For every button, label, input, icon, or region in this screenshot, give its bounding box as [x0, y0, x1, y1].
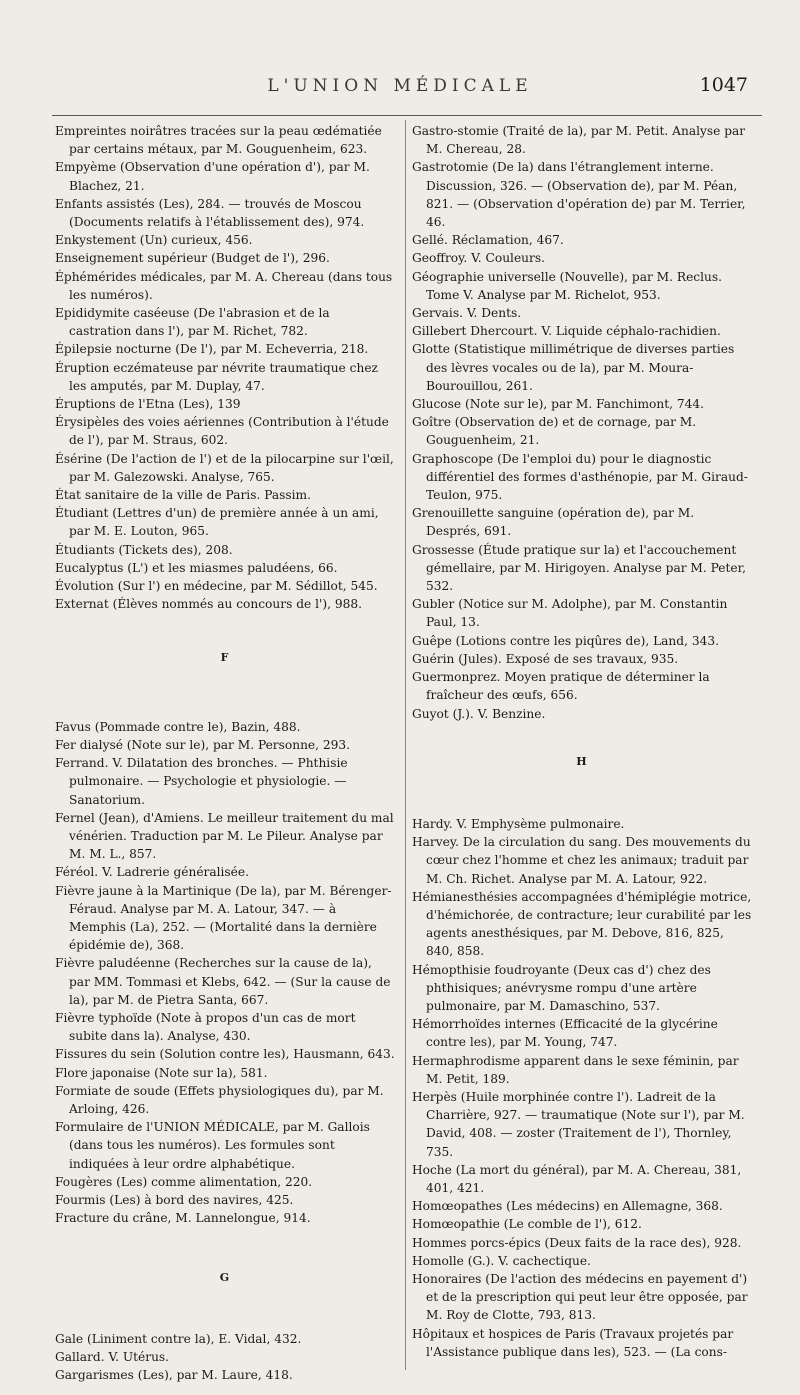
- index-entry: Enseignement supérieur (Budget de l'), 296.: [55, 251, 330, 266]
- index-entry: Guêpe (Lotions contre les piqûres de), Land, 343.: [412, 633, 719, 648]
- index-entry: Fourmis (Les) à bord des navires, 425.: [55, 1192, 294, 1207]
- running-title: L'UNION MÉDICALE: [267, 76, 533, 96]
- index-entry: Gastro-stomie (Traité de la), par M. Petit. Analyse par M. Chereau, 28.: [412, 124, 746, 157]
- index-entry: Gale (Liniment contre la), E. Vidal, 432.: [55, 1331, 302, 1346]
- index-entry: Ferrand. V. Dilatation des bronches. — Phthisie pulmonaire. — Psychologie et physiologie. — Sanatorium.: [55, 756, 348, 807]
- index-entry: Fougères (Les) comme alimentation, 220.: [55, 1174, 313, 1189]
- index-entry: Herpès (Huile morphinée contre l'). Ladreit de la Charrière, 927. — traumatique (Note sur l'), par M. David, 408. — zoster (Traitement de l'), Thornley, 735.: [412, 1089, 745, 1159]
- index-entry: Gubler (Notice sur M. Adolphe), par M. Constantin Paul, 13.: [412, 597, 728, 630]
- index-entry: Epididymite caséeuse (De l'abrasion et de la castration dans l'), par M. Richet, 782.: [55, 306, 330, 339]
- index-entry: Gastrotomie (De la) dans l'étranglement interne. Discussion, 326. — (Observation de), par M. Péan, 821. — (Observation d'opération de) par M. Terrier, 46.: [412, 160, 746, 230]
- index-entry: Glotte (Statistique millimétrique de diverses parties des lèvres vocales ou de la), par M. Moura-Bourouillou, 261.: [412, 342, 735, 393]
- column-divider: [405, 120, 406, 1370]
- index-entry: Enkystement (Un) curieux, 456.: [55, 233, 253, 248]
- index-entry: Fièvre jaune à la Martinique (De la), par M. Bérenger-Féraud. Analyse par M. A. Latour, 347. — à Memphis (La), 252. — (Mortalité dans la dernière épidémie de), 368.: [55, 883, 392, 953]
- index-entry: Érysipèles des voies aériennes (Contribution à l'étude de l'), par M. Straus, 602.: [55, 415, 389, 448]
- index-entry: Honoraires (De l'action des médecins en payement d') et de la prescription qui peut leur être opposée, par M. Roy de Clotte, 793, 813.: [412, 1271, 748, 1323]
- index-entry: Éruption eczémateuse par névrite traumatique chez les amputés, par M. Duplay, 47.: [55, 360, 378, 393]
- index-entry: Hommes porcs-épics (Deux faits de la race des), 928.: [412, 1235, 742, 1250]
- index-entry: Étudiants (Tickets des), 208.: [55, 542, 233, 557]
- index-entry: Fissures du sein (Solution contre les), Hausmann, 643.: [55, 1047, 395, 1062]
- index-entry: Hermaphrodisme apparent dans le sexe féminin, par M. Petit, 189.: [412, 1053, 739, 1086]
- index-entry: Empreintes noirâtres tracées sur la peau œdématiée par certains métaux, par M. Gouguenheim, 623.: [55, 124, 382, 157]
- index-entry: Geoffroy. V. Couleurs.: [412, 251, 545, 266]
- index-entry: Étudiant (Lettres d'un) de première année à un ami, par M. E. Louton, 965.: [55, 506, 379, 539]
- index-entry: Harvey. De la circulation du sang. Des mouvements du cœur chez l'homme et chez les animaux; traduit par M. Ch. Richet. Analyse par M. A. Latour, 922.: [412, 835, 751, 886]
- index-entry: Éruptions de l'Etna (Les), 139: [55, 397, 241, 412]
- index-entry: Gervais. V. Dents.: [412, 306, 522, 321]
- index-entry: Guermonprez. Moyen pratique de déterminer la fraîcheur des œufs, 656.: [412, 670, 710, 703]
- section-h-entries: [412, 815, 752, 1361]
- page-number: 1047: [699, 74, 748, 96]
- index-entry: Externat (Élèves nommés au concours de l'), 988.: [55, 597, 362, 612]
- left-column: [55, 122, 395, 1384]
- section-letter-f: F: [220, 651, 230, 665]
- index-entry: Homœopathie (Le comble de l'), 612.: [412, 1217, 642, 1232]
- index-entry: Féréol. V. Ladrerie généralisée.: [55, 865, 249, 880]
- index-entry: Empyème (Observation d'une opération d'), par M. Blachez, 21.: [55, 160, 370, 193]
- index-entry: Hémorrhoïdes internes (Efficacité de la glycérine contre les), par M. Young, 747.: [412, 1017, 718, 1050]
- index-entry: Graphoscope (De l'emploi du) pour le diagnostic différentiel des formes d'asthénopie, par M. Giraud-Teulon, 975.: [412, 451, 748, 503]
- section-f-entries: [55, 718, 395, 1228]
- index-entry: Formiate de soude (Effets physiologiques du), par M. Arloing, 426.: [55, 1083, 384, 1116]
- index-entry: Géographie universelle (Nouvelle), par M. Reclus. Tome V. Analyse par M. Richelot, 953.: [412, 269, 722, 302]
- index-entry: Goître (Observation de) et de cornage, par M. Gouguenheim, 21.: [412, 415, 697, 448]
- index-entry: Épilepsie nocturne (De l'), par M. Echeverria, 218.: [55, 342, 369, 357]
- index-entry: Favus (Pommade contre le), Bazin, 488.: [55, 719, 301, 734]
- section-g-continued-entries: [412, 122, 752, 723]
- index-entry: Homolle (G.). V. cachectique.: [412, 1253, 591, 1268]
- index-entry: Ésérine (De l'action de l') et de la pilocarpine sur l'œil, par M. Galezowski. Analyse, 765.: [55, 451, 394, 484]
- index-entry: Fièvre paludéenne (Recherches sur la cause de la), par MM. Tommasi et Klebs, 642. — (Sur la cause de la), par M. de Pietra Santa, 667.: [55, 956, 391, 1007]
- index-entry: Eucalyptus (L') et les miasmes paludéens, 66.: [55, 560, 338, 575]
- section-e-entries: [55, 122, 395, 613]
- index-entry: Hémopthisie foudroyante (Deux cas d') chez des phthisiques; anévrysme rompu d'une artère pulmonaire, par M. Damaschino, 537.: [412, 962, 711, 1013]
- index-entry: Fracture du crâne, M. Lannelongue, 914.: [55, 1211, 311, 1226]
- index-entry: Hôpitaux et hospices de Paris (Travaux projetés par l'Assistance publique dans les), 523. — (La cons-: [412, 1326, 734, 1359]
- section-letter-g: G: [219, 1271, 231, 1285]
- index-entry: Guérin (Jules). Exposé de ses travaux, 935.: [412, 651, 679, 666]
- index-entry: Enfants assistés (Les), 284. — trouvés de Moscou (Documents relatifs à l'établissement des), 974.: [55, 196, 365, 230]
- index-entry: Gellé. Réclamation, 467.: [412, 233, 564, 248]
- index-entry: Glucose (Note sur le), par M. Fanchimont, 744.: [412, 397, 704, 412]
- index-entry: Guyot (J.). V. Benzine.: [412, 706, 546, 721]
- index-entry: Homœopathes (Les médecins) en Allemagne, 368.: [412, 1199, 723, 1214]
- index-entry: Grossesse (Étude pratique sur la) et l'accouchement gémellaire, par M. Hirigoyen. Analyse par M. Peter, 532.: [412, 542, 746, 594]
- index-entry: Gargarismes (Les), par M. Laure, 418.: [55, 1367, 293, 1382]
- index-entry: Grenouillette sanguine (opération de), par M. Després, 691.: [412, 506, 695, 539]
- index-entry: Gillebert Dhercourt. V. Liquide céphalo-rachidien.: [412, 324, 721, 339]
- index-entry: Éphémérides médicales, par M. A. Chereau (dans tous les numéros).: [55, 269, 393, 302]
- right-column: [412, 122, 752, 1361]
- index-entry: Fernel (Jean), d'Amiens. Le meilleur traitement du mal vénérien. Traduction par M. Le Pileur. Analyse par M. M. L., 857.: [55, 810, 394, 862]
- index-entry: Flore japonaise (Note sur la), 581.: [55, 1065, 268, 1080]
- section-letter-h: H: [576, 754, 588, 768]
- index-entry: Évolution (Sur l') en médecine, par M. Sédillot, 545.: [55, 579, 378, 594]
- index-entry: Fièvre typhoïde (Note à propos d'un cas de mort subite dans la). Analyse, 430.: [55, 1010, 356, 1044]
- index-entry: Hémianesthésies accompagnées d'hémiplégie motrice, d'hémichorée, de contracture; leur curabilité par les agents anesthésiques, par M. Debove, 816, 825, 840, 858.: [412, 889, 752, 959]
- index-entry: Formulaire de l'UNION MÉDICALE, par M. Gallois (dans tous les numéros). Les formules sont indiquées à leur ordre alphabétique.: [55, 1120, 370, 1171]
- header-rule: [52, 115, 762, 116]
- index-entry: Hoche (La mort du général), par M. A. Chereau, 381, 401, 421.: [412, 1162, 742, 1195]
- section-g-entries: [55, 1330, 395, 1385]
- index-entry: Fer dialysé (Note sur le), par M. Personne, 293.: [55, 737, 351, 752]
- running-head: [0, 74, 800, 102]
- index-entry: État sanitaire de la ville de Paris. Passim.: [55, 488, 311, 503]
- index-entry: Gallard. V. Utérus.: [55, 1349, 170, 1364]
- index-entry: Hardy. V. Emphysème pulmonaire.: [412, 816, 625, 831]
